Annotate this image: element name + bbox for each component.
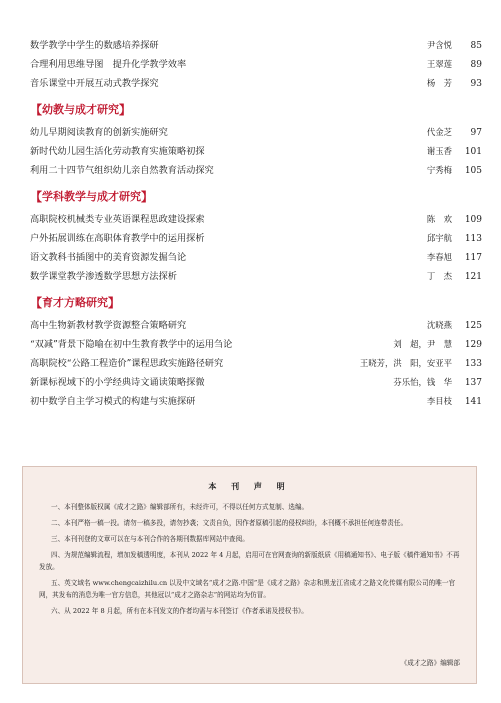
left-bracket-icon: 【 bbox=[30, 295, 43, 310]
entry-title: 语文教科书插图中的美育资源发掘刍论 bbox=[30, 252, 187, 263]
entry-page: 89 bbox=[470, 60, 482, 70]
toc-entry[interactable] bbox=[30, 392, 482, 411]
right-bracket-icon: 】 bbox=[141, 189, 154, 204]
toc-entry[interactable] bbox=[30, 373, 482, 392]
entry-title: 幼儿早期阅读教育的创新实施研究 bbox=[30, 127, 168, 138]
entry-page: 121 bbox=[464, 272, 482, 282]
entry-page: 137 bbox=[464, 378, 482, 388]
toc-entry[interactable] bbox=[30, 161, 482, 180]
notice-paragraph: 五、英文域名 www.chengcaizhilu.cn 以及中文域名“成才之路.中国”是《成才之路》杂志和黑龙江省成才之路文化传媒有限公司的唯一官网，其发布的消息为唯一官方信息，其他冠以“成才之路杂志”的网站均为仿冒。 bbox=[39, 579, 456, 599]
entry-title: 高职院校“公路工程造价”课程思政实施路径研究 bbox=[30, 358, 224, 369]
entry-title: 新课标视域下的小学经典诗文诵读策略探微 bbox=[30, 377, 205, 388]
entry-author: 刘 超，尹 慧 bbox=[393, 339, 452, 349]
entry-author: 邱宇航 bbox=[426, 233, 452, 243]
entry-title: 音乐课堂中开展互动式教学探究 bbox=[30, 78, 159, 89]
entry-author: 芬乐怡，钱 华 bbox=[393, 377, 452, 387]
toc-entry[interactable] bbox=[30, 229, 482, 248]
entry-author: 李春旭 bbox=[426, 252, 452, 262]
top-article-list bbox=[30, 36, 482, 93]
entry-page: 141 bbox=[464, 397, 482, 407]
entry-title: 高中生物新教材教学资源整合策略研究 bbox=[30, 320, 187, 331]
section-heading bbox=[30, 184, 482, 208]
entry-author: 李目枝 bbox=[426, 396, 452, 406]
entry-title: 高职院校机械类专业英语课程思政建设探索 bbox=[30, 214, 205, 225]
entry-author: 王翠莲 bbox=[426, 59, 452, 69]
toc-entry[interactable] bbox=[30, 335, 482, 354]
notice-paragraph: 四、为规范编辑流程，增加发稿透明度，本刊从 2022 年 4 月起，启用可在官网查询的新版纸质《用稿通知书》、电子版《稿件通知书》不再发放。 bbox=[39, 551, 460, 571]
entry-author: 丁 杰 bbox=[426, 271, 452, 281]
entry-title: 数学教学中学生的数感培养探研 bbox=[30, 40, 159, 51]
toc-entry[interactable] bbox=[30, 316, 482, 335]
section-heading-text: 幼教与成才研究 bbox=[42, 103, 120, 116]
notice-paragraph: 一、本刊整体版权属《成才之路》编辑部所有，未经许可，不得以任何方式复制、选编。 bbox=[51, 503, 309, 511]
right-bracket-icon: 】 bbox=[108, 295, 121, 310]
entry-title: 户外拓展训练在高职体育教学中的运用探析 bbox=[30, 233, 205, 244]
entry-title: 初中数学自主学习模式的构建与实施探研 bbox=[30, 396, 196, 407]
toc-entry[interactable] bbox=[30, 74, 482, 93]
entry-page: 129 bbox=[464, 340, 482, 350]
left-bracket-icon: 【 bbox=[30, 102, 43, 117]
toc-entry[interactable] bbox=[30, 123, 482, 142]
toc-entry[interactable] bbox=[30, 354, 482, 373]
section-heading bbox=[30, 97, 482, 121]
entry-page: 105 bbox=[464, 166, 482, 176]
entry-page: 101 bbox=[464, 147, 482, 157]
journal-notice-box bbox=[22, 466, 477, 684]
notice-title: 本 刊 声 明 bbox=[208, 482, 291, 491]
left-bracket-icon: 【 bbox=[30, 189, 43, 204]
entry-page: 93 bbox=[470, 79, 482, 89]
toc-entry[interactable] bbox=[30, 36, 482, 55]
entry-title: “双减”背景下隐喻在初中生教育教学中的运用刍论 bbox=[30, 339, 233, 350]
entry-title: 数学课堂教学渗透数学思想方法探析 bbox=[30, 271, 177, 282]
notice-paragraph: 六、从 2022 年 8 月起，所有在本刊发文的作者均需与本刊签订《作者承诺及授权书》。 bbox=[51, 607, 308, 615]
entry-title: 合理利用思维导图 提升化学教学效率 bbox=[30, 59, 187, 70]
entry-page: 85 bbox=[470, 41, 482, 51]
entry-page: 133 bbox=[464, 359, 482, 369]
entry-author: 谢玉香 bbox=[426, 146, 452, 156]
entry-author: 尹含悦 bbox=[426, 40, 452, 50]
table-of-contents bbox=[30, 36, 482, 411]
entry-author: 沈晓燕 bbox=[426, 320, 452, 330]
toc-entry[interactable] bbox=[30, 142, 482, 161]
entry-page: 117 bbox=[464, 253, 482, 263]
toc-entry[interactable] bbox=[30, 210, 482, 229]
entry-author: 代金芝 bbox=[426, 127, 452, 137]
toc-entry[interactable] bbox=[30, 267, 482, 286]
notice-signature: 《成才之路》编辑部 bbox=[400, 659, 460, 667]
section-heading-text: 学科教学与成才研究 bbox=[42, 190, 142, 203]
toc-entry[interactable] bbox=[30, 248, 482, 267]
entry-page: 109 bbox=[464, 215, 482, 225]
entry-author: 杨 芳 bbox=[426, 78, 452, 88]
entry-title: 新时代幼儿园生活化劳动教育实施策略初探 bbox=[30, 146, 205, 157]
section-heading-text: 育才方略研究 bbox=[42, 296, 109, 309]
entry-page: 97 bbox=[470, 128, 482, 138]
entry-author: 陈 欢 bbox=[426, 214, 452, 224]
entry-author: 王晓芳，洪 阳，安亚平 bbox=[359, 358, 452, 368]
entry-page: 125 bbox=[464, 321, 482, 331]
entry-title: 利用二十四节气组织幼儿亲自然教育活动探究 bbox=[30, 165, 214, 176]
section-heading bbox=[30, 290, 482, 314]
notice-paragraph: 三、本刊刊登的文章可以在与本刊合作的各期刊数据库网站中查阅。 bbox=[51, 535, 249, 543]
entry-author: 宁秀梅 bbox=[426, 165, 452, 175]
entry-page: 113 bbox=[464, 234, 482, 244]
toc-entry[interactable] bbox=[30, 55, 482, 74]
notice-paragraph: 二、本刊严格一稿一投。请勿一稿多投，请勿抄袭；文责自负，因作者原稿引起的侵权纠纷，本刊概不承担任何连带责任。 bbox=[51, 519, 408, 527]
right-bracket-icon: 】 bbox=[119, 102, 132, 117]
